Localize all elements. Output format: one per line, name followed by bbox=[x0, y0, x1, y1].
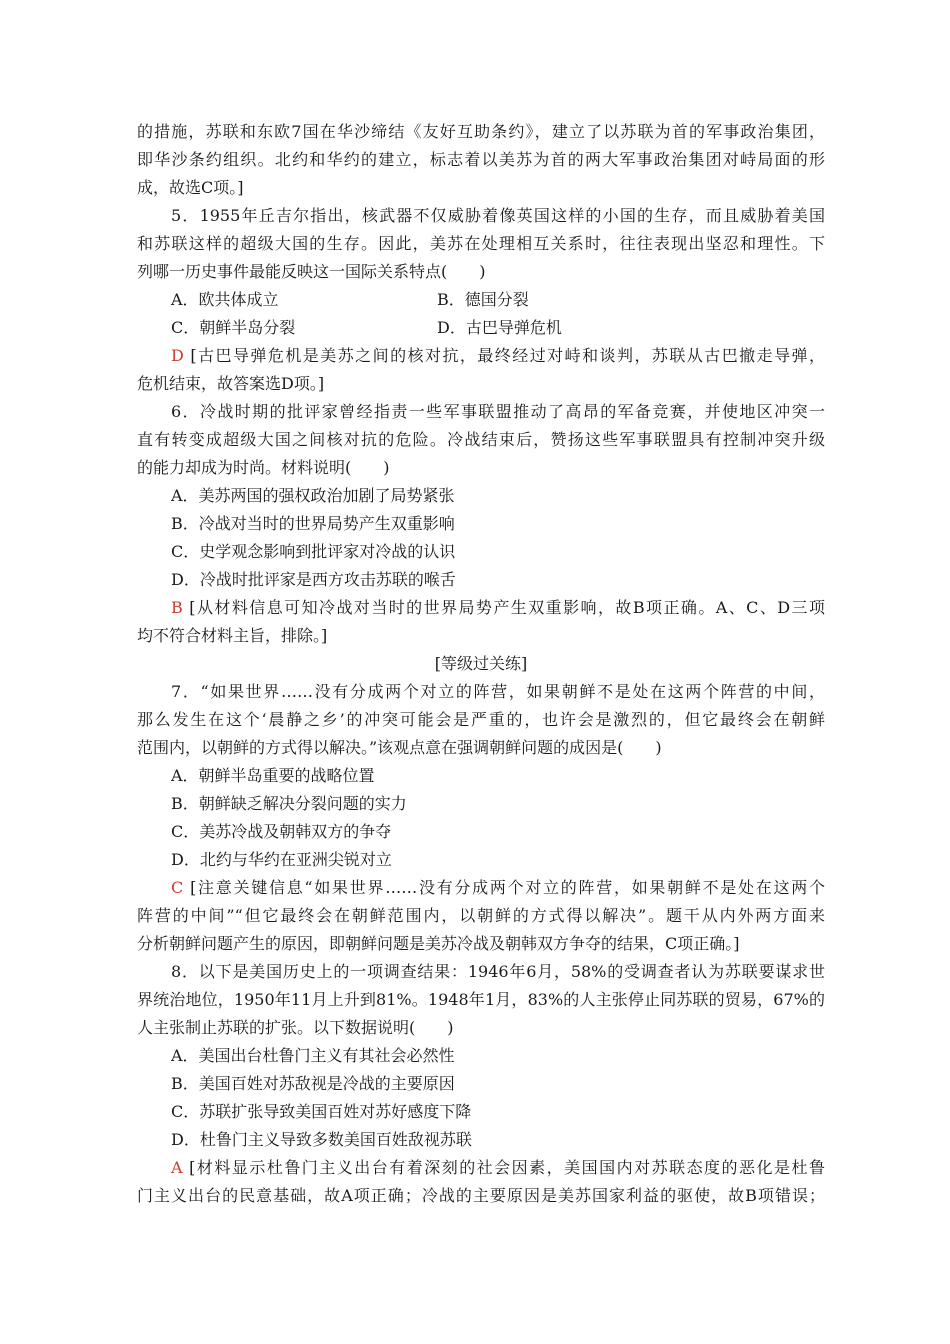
text-line: 成，故选C项。] bbox=[137, 178, 244, 197]
option-b: B．德国分裂 bbox=[437, 290, 529, 309]
text-line: 即华沙条约组织。北约和华约的建立，标志着以美苏为首的两大军事政治集团对峙局面的形 bbox=[137, 150, 825, 169]
question-stem: 那么发生在这个‘晨静之乡’的冲突可能会是严重的，也许会是激烈的，但它最终会在朝鲜 bbox=[137, 710, 825, 729]
section-title: [等级过关练] bbox=[434, 654, 528, 673]
option-d: D．北约与华约在亚洲尖锐对立 bbox=[171, 850, 392, 869]
question-stem: 列哪一历史事件最能反映这一国际关系特点( ) bbox=[137, 262, 486, 281]
text-line: 的措施，苏联和东欧7国在华沙缔结《友好互助条约》，建立了以苏联为首的军事政治集团， bbox=[137, 122, 825, 141]
question-stem: 界统治地位，1950年11月上升到81%。1948年1月，83%的人主张停止同苏联的贸易，67%的 bbox=[137, 990, 825, 1009]
explanation-text: 门主义出台的民意基础，故A项正确；冷战的主要原因是美苏国家利益的驱使，故B项错误； bbox=[137, 1186, 825, 1205]
question-8 bbox=[137, 958, 825, 1210]
answer-letter: C bbox=[171, 878, 184, 897]
option-row bbox=[137, 314, 825, 342]
explanation-text: 均不符合材料主旨，排除。] bbox=[137, 626, 328, 645]
option-row bbox=[137, 286, 825, 314]
answer-explanation bbox=[137, 342, 825, 370]
question-stem: 人主张制止苏联的扩张。以下数据说明( ) bbox=[137, 1018, 454, 1037]
option-d: D．冷战时批评家是西方攻击苏联的喉舌 bbox=[171, 570, 456, 589]
question-stem: 8．以下是美国历史上的一项调查结果：1946年6月，58%的受调查者认为苏联要谋求世 bbox=[171, 962, 825, 981]
explanation-text: [注意关键信息“如果世界……没有分成两个对立的阵营，如果朝鲜不是处在这两个 bbox=[190, 878, 825, 897]
option-b: B．美国百姓对苏敌视是冷战的主要原因 bbox=[171, 1074, 455, 1093]
explanation-text: 分析朝鲜问题产生的原因，即朝鲜问题是美苏冷战及朝韩双方争夺的结果，C项正确。] bbox=[137, 934, 740, 953]
document-page bbox=[137, 118, 825, 1210]
option-d: D．杜鲁门主义导致多数美国百姓敌视苏联 bbox=[171, 1130, 472, 1149]
answer-letter: A bbox=[171, 1158, 183, 1177]
option-c: C．朝鲜半岛分裂 bbox=[171, 318, 296, 337]
option-a: A．朝鲜半岛重要的战略位置 bbox=[171, 766, 375, 785]
explanation-text: 阵营的中间”“但它最终会在朝鲜范围内，以朝鲜的方式得以解决”。题干从内外两方面来 bbox=[137, 906, 825, 925]
option-a: A．欧共体成立 bbox=[171, 290, 279, 309]
explanation-text: [材料显示杜鲁门主义出台有着深刻的社会因素，美国国内对苏联态度的恶化是杜鲁 bbox=[189, 1158, 825, 1177]
option-b: B．冷战对当时的世界局势产生双重影响 bbox=[171, 514, 455, 533]
option-a: A．美国出台杜鲁门主义有其社会必然性 bbox=[171, 1046, 455, 1065]
question-6 bbox=[137, 398, 825, 650]
carry-over-explanation bbox=[137, 118, 825, 202]
question-stem: 和苏联这样的超级大国的生存。因此，美苏在处理相互关系时，往往表现出坚忍和理性。下 bbox=[137, 234, 825, 253]
answer-explanation bbox=[137, 594, 825, 622]
question-7 bbox=[137, 678, 825, 958]
answer-letter: D bbox=[171, 346, 184, 365]
option-b: B．朝鲜缺乏解决分裂问题的实力 bbox=[171, 794, 407, 813]
answer-explanation bbox=[137, 1154, 825, 1182]
option-c: C．史学观念影响到批评家对冷战的认识 bbox=[171, 542, 456, 561]
question-stem: 7．“如果世界……没有分成两个对立的阵营，如果朝鲜不是处在这两个阵营的中间， bbox=[171, 682, 825, 701]
explanation-text: [从材料信息可知冷战对当时的世界局势产生双重影响，故B项正确。A、C、D三项 bbox=[189, 598, 825, 617]
answer-explanation bbox=[137, 874, 825, 902]
question-stem: 6．冷战时期的批评家曾经指责一些军事联盟推动了高昂的军备竞赛，并使地区冲突一 bbox=[171, 402, 825, 421]
option-c: C．苏联扩张导致美国百姓对苏好感度下降 bbox=[171, 1102, 472, 1121]
question-stem: 的能力却成为时尚。材料说明( ) bbox=[137, 458, 390, 477]
option-d: D．古巴导弹危机 bbox=[437, 318, 562, 337]
option-c: C．美苏冷战及朝韩双方的争夺 bbox=[171, 822, 392, 841]
explanation-text: [古巴导弹危机是美苏之间的核对抗，最终经过对峙和谈判，苏联从古巴撤走导弹， bbox=[190, 346, 825, 365]
question-5 bbox=[137, 202, 825, 398]
option-a: A．美苏两国的强权政治加剧了局势紧张 bbox=[171, 486, 455, 505]
answer-letter: B bbox=[171, 598, 183, 617]
question-stem: 5．1955年丘吉尔指出，核武器不仅威胁着像英国这样的小国的生存，而且威胁着美国 bbox=[171, 206, 825, 225]
question-stem: 直有转变成超级大国之间核对抗的危险。冷战结束后，赞扬这些军事联盟具有控制冲突升级 bbox=[137, 430, 825, 449]
question-stem: 范围内，以朝鲜的方式得以解决。”该观点意在强调朝鲜问题的成因是( ) bbox=[137, 738, 662, 757]
explanation-text: 危机结束，故答案选D项。] bbox=[137, 374, 325, 393]
